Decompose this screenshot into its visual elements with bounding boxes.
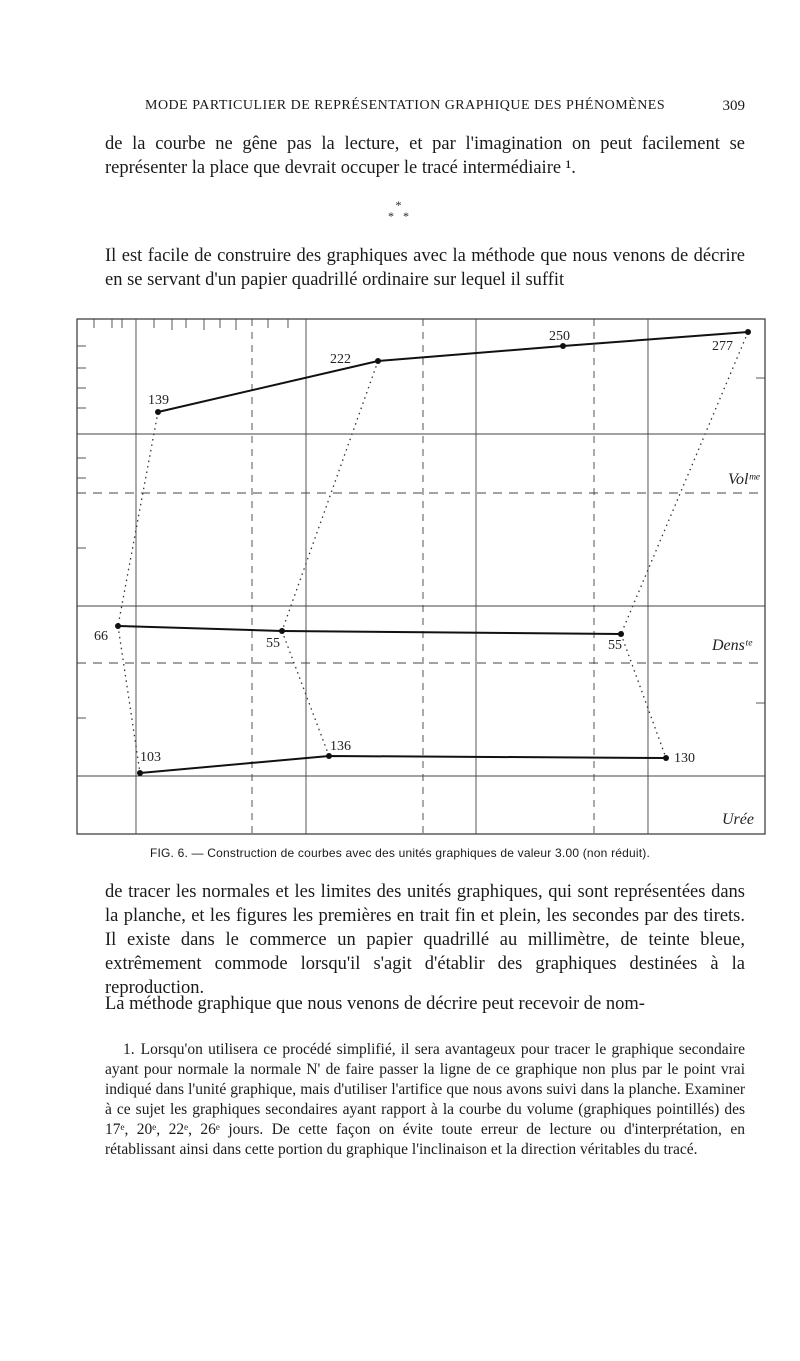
top-ticks bbox=[94, 319, 288, 330]
running-header bbox=[105, 98, 745, 126]
label-250: 250 bbox=[549, 329, 570, 344]
label-uree: Urée bbox=[722, 811, 754, 828]
figure-6 bbox=[76, 318, 766, 838]
paragraph-4: La méthode graphique que nous venons de décrire peut recevoir de nom- bbox=[105, 994, 645, 1014]
footnote-marker: 1. bbox=[123, 1041, 135, 1058]
curve-points bbox=[115, 329, 751, 776]
label-103: 103 bbox=[140, 750, 161, 765]
label-densite: Densᵗᵉ bbox=[712, 637, 752, 654]
point-55a bbox=[279, 628, 285, 634]
label-277: 277 bbox=[712, 339, 733, 354]
grid-horizontal-dashed bbox=[77, 493, 765, 663]
paragraph-1: de la courbe ne gêne pas la lecture, et par l'imagination on peut facilement se représenter la place que devrait occuper le tracé intermédiaire ¹. bbox=[105, 134, 745, 178]
footnote bbox=[105, 1040, 745, 1160]
point-55b bbox=[618, 631, 624, 637]
volume-curve bbox=[158, 332, 748, 412]
point-139 bbox=[155, 409, 161, 415]
grid-horizontal bbox=[77, 434, 765, 776]
point-130 bbox=[663, 755, 669, 761]
point-222 bbox=[375, 358, 381, 364]
paragraph-3: de tracer les normales et les limites des unités graphiques, qui sont représentées dans la planche, et les figures les premières en trait fin et plein, les secondes par des tirets. Il existe dans le commerce un papier quadrillé au millimètre, de teinte bleue, extrêmement commode lorsqu'il s'agit d'établir des graphiques destinées à la reproduction. bbox=[105, 882, 745, 998]
paragraph-2: Il est facile de construire des graphiques avec la méthode que nous venons de décrire en se servant d'un papier quadrillé ordinaire sur lequel il suffit bbox=[105, 246, 745, 290]
left-ticks bbox=[77, 346, 765, 718]
label-55a: 55 bbox=[266, 636, 280, 651]
figure-caption: FIG. 6. — Construction de courbes avec des unités graphiques de valeur 3.00 (non réduit). bbox=[149, 846, 651, 860]
running-title: MODE PARTICULIER DE REPRÉSENTATION GRAPHIQUE DES PHÉNOMÈNES bbox=[145, 98, 666, 113]
point-66 bbox=[115, 623, 121, 629]
dotted-connectors bbox=[118, 332, 748, 773]
page-number: 309 bbox=[722, 98, 745, 114]
label-136: 136 bbox=[330, 739, 351, 754]
density-curve bbox=[118, 626, 621, 634]
label-66: 66 bbox=[94, 629, 108, 644]
point-103 bbox=[137, 770, 143, 776]
uree-curve bbox=[140, 756, 666, 773]
point-277 bbox=[745, 329, 751, 335]
figure-graphic bbox=[76, 318, 766, 838]
label-139: 139 bbox=[148, 393, 169, 408]
footnote-text: Lorsqu'on utilisera ce procédé simplifié, il sera avantageux pour tracer le graphique secondaire ayant pour normale la normale N' de faire passer la ligne de ce graphique non plus par le point vrai indiqué dans l'unité graphique, mais d'utiliser l'artifice que nous avons suivi dans la planche. Examiner à ce sujet les graphiques secondaires ayant rapport à la courbe du volume (graphiques pointillés) des 17ᵉ, 20ᵉ, 22ᵉ, 26ᵉ jours. De cette façon on évite toute erreur de lecture ou d'interprétation, en rétablissant ainsi dans cette portion du graphique l'inclinaison et la direction véritables du tracé. bbox=[105, 1041, 745, 1158]
solid-curves bbox=[118, 332, 748, 773]
section-separator bbox=[0, 200, 800, 222]
separator-stars: * * * bbox=[388, 198, 412, 223]
label-130: 130 bbox=[674, 751, 695, 766]
label-222: 222 bbox=[330, 352, 351, 367]
label-volume: Volᵐᵉ bbox=[728, 471, 760, 488]
label-55b: 55 bbox=[608, 638, 622, 653]
